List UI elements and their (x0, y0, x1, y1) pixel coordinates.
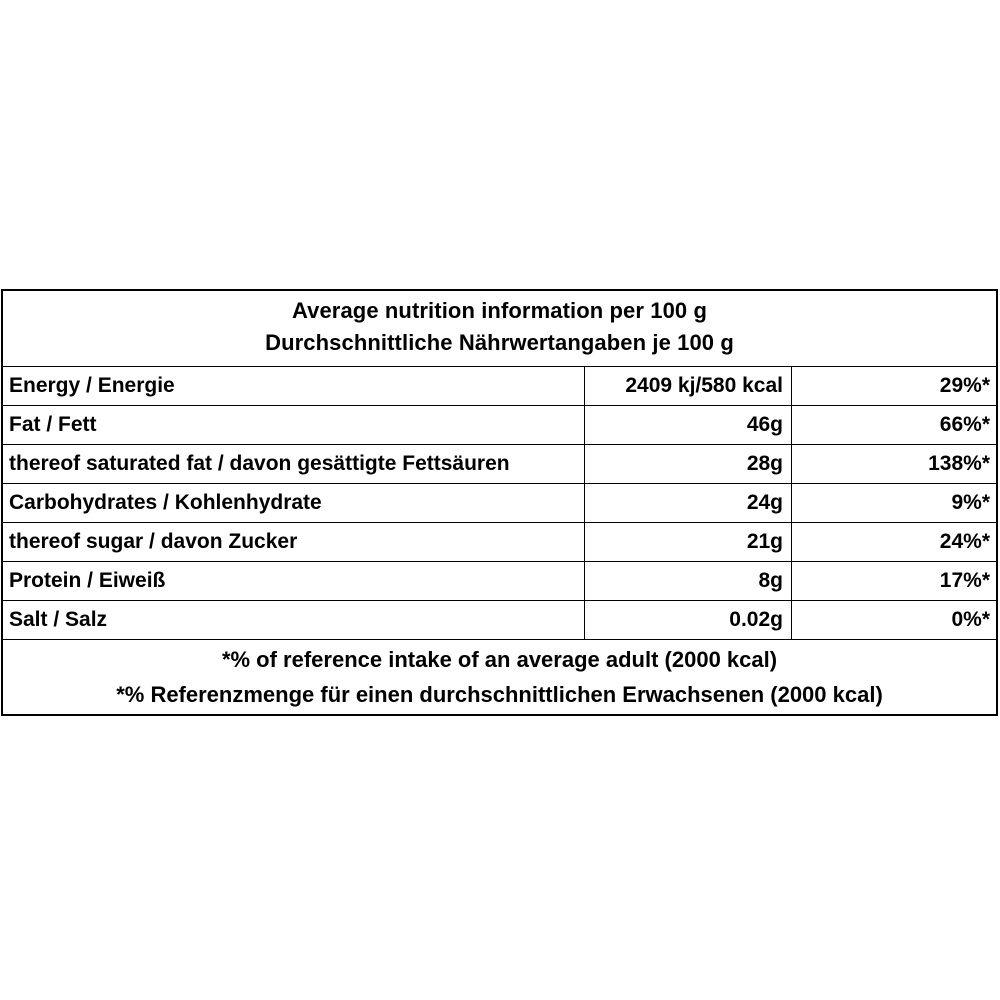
nutrient-amount: 2409 kj/580 kcal (585, 367, 792, 405)
title-german: Durchschnittliche Nährwertangaben je 100 g (265, 330, 734, 355)
table-row-protein (3, 562, 996, 601)
nutrient-name: thereof sugar / davon Zucker (3, 523, 585, 561)
table-title (3, 291, 996, 367)
nutrient-name: Salt / Salz (3, 601, 585, 639)
nutrient-name: thereof saturated fat / davon gesättigte Fettsäuren (3, 445, 585, 483)
table-row-salt (3, 601, 996, 640)
nutrient-name: Carbohydrates / Kohlenhydrate (3, 484, 585, 522)
nutrient-percent: 24%* (939, 530, 990, 553)
nutrient-amount: 8g (585, 562, 792, 600)
table-row-sugar (3, 523, 996, 562)
table-row-energy (3, 367, 996, 406)
table-row-fat (3, 406, 996, 445)
nutrient-amount: 21g (585, 523, 792, 561)
nutrient-amount: 24g (585, 484, 792, 522)
nutrient-percent: 17%* (939, 569, 990, 592)
nutrient-percent: 138%* (928, 452, 990, 475)
nutrient-amount: 28g (585, 445, 792, 483)
nutrition-table (1, 289, 998, 716)
title-english: Average nutrition information per 100 g (291, 298, 708, 323)
nutrient-name: Energy / Energie (3, 367, 585, 405)
nutrient-name: Protein / Eiweiß (3, 562, 585, 600)
nutrient-percent: 0%* (951, 608, 990, 631)
footnote-english: *% of reference intake of an average adult (2000 kcal) (221, 647, 778, 672)
nutrient-amount: 0.02g (585, 601, 792, 639)
nutrient-name: Fat / Fett (3, 406, 585, 444)
nutrient-percent: 9%* (951, 491, 990, 514)
nutrient-percent: 66%* (939, 413, 990, 436)
table-row-carbohydrates (3, 484, 996, 523)
nutrient-amount: 46g (585, 406, 792, 444)
table-row-saturated-fat (3, 445, 996, 484)
table-footnote (3, 640, 996, 714)
footnote-german: *% Referenzmenge für einen durchschnittlichen Erwachsenen (2000 kcal) (116, 682, 883, 707)
nutrient-percent: 29%* (939, 374, 990, 397)
